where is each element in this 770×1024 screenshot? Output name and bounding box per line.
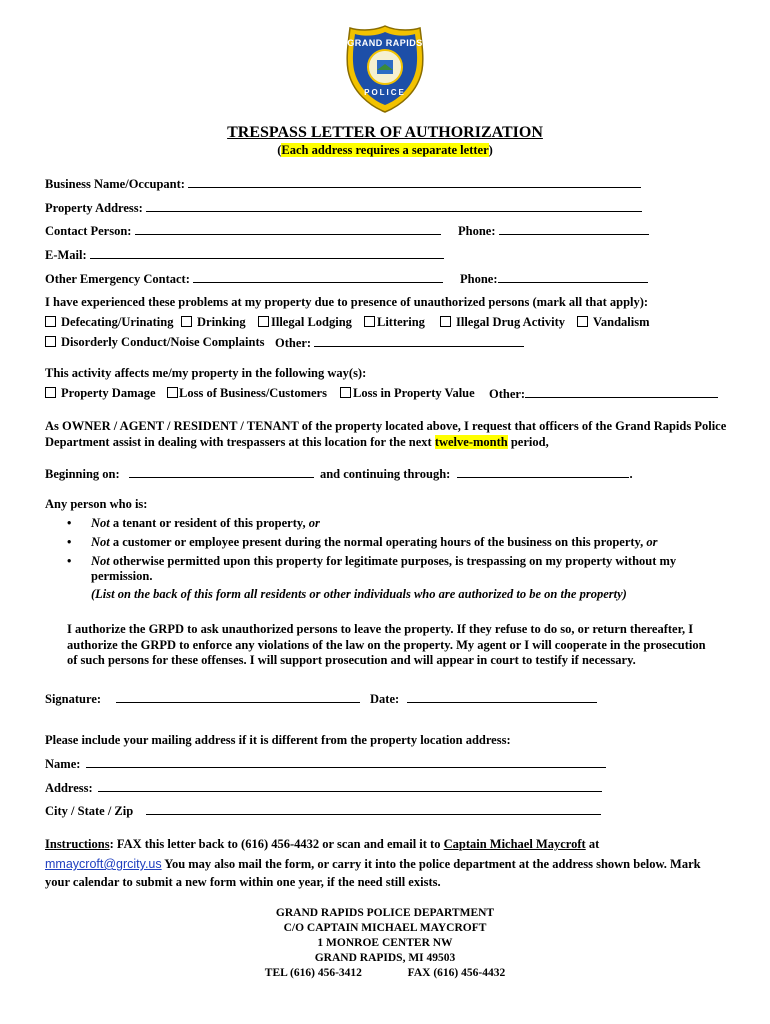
or-em: or — [646, 535, 658, 549]
owner-line-2-text: Department assist in dealing with trespassers at this location for the next — [45, 435, 432, 449]
any-person-label: Any person who is: — [45, 497, 148, 511]
beginning-label: Beginning on: — [45, 467, 120, 481]
problem-label: Disorderly Conduct/Noise Complaints — [61, 335, 265, 349]
problem-option[interactable] — [181, 315, 246, 330]
address-label: Address: — [45, 781, 93, 795]
instructions-line-2 — [45, 857, 701, 872]
footer-fax: FAX (616) 456-4432 — [407, 967, 506, 979]
continuing-label: and continuing through: — [319, 467, 451, 481]
instructions-text-2: You may also mail the form, or carry it into the police department at the address shown below. Mark — [161, 857, 701, 871]
problem-label: Illegal Lodging — [271, 315, 352, 329]
problem-option[interactable] — [440, 315, 565, 330]
list-note: (List on the back of this form all residents or other individuals who are authorized to be on the property) — [91, 587, 627, 601]
date-label: Date: — [370, 692, 400, 706]
problem-label: Defecating/Urinating — [61, 315, 174, 329]
checkbox[interactable] — [440, 316, 451, 327]
phone2-input[interactable] — [498, 271, 648, 283]
bullet-icon: • — [67, 535, 72, 549]
name-label: Name: — [45, 757, 81, 771]
footer-dept: GRAND RAPIDS POLICE DEPARTMENT — [275, 907, 495, 919]
owner-line-2-end: period, — [510, 435, 549, 449]
contact-field — [45, 223, 441, 239]
checkbox[interactable] — [167, 387, 178, 398]
problem-label: Illegal Drug Activity — [456, 315, 566, 329]
signature-input[interactable] — [116, 691, 360, 703]
phone-field — [458, 223, 649, 239]
instructions-at: at — [585, 837, 600, 851]
instructions-line-1 — [45, 837, 599, 852]
list-item — [45, 533, 745, 552]
mailing-name-field — [45, 756, 606, 772]
authorize-line-3a: of such persons for these offenses — [67, 653, 244, 667]
contact-input[interactable] — [135, 223, 441, 235]
problem-other-input[interactable] — [314, 335, 524, 347]
contact-label: Contact Person: — [45, 224, 132, 238]
affect-label: Property Damage — [61, 386, 156, 400]
not-em: Not — [91, 516, 110, 530]
address-input[interactable] — [98, 780, 602, 792]
checkbox[interactable] — [181, 316, 192, 327]
list-item — [45, 552, 745, 584]
badge-bottom-text: POLICE — [364, 88, 406, 97]
property-address-input[interactable] — [146, 200, 642, 212]
page-title: TRESPASS LETTER OF AUTHORIZATION — [227, 124, 543, 141]
signature-label: Signature: — [45, 692, 102, 706]
footer-co: C/O CAPTAIN MICHAEL MAYCROFT — [283, 922, 487, 934]
name-input[interactable] — [86, 756, 606, 768]
business-input[interactable] — [188, 176, 641, 188]
instructions-line-3: your calendar to submit a new form within one year, if the need still exists. — [45, 875, 441, 889]
problem-option[interactable] — [45, 335, 264, 350]
date-field — [370, 691, 597, 707]
other-contact-input[interactable] — [193, 271, 443, 283]
other-label: Other: — [275, 336, 312, 350]
instructions-text: : FAX this letter back to (616) 456-4432 or scan and email it to — [109, 837, 444, 851]
problem-label: Littering — [377, 315, 425, 329]
list-item — [45, 514, 745, 533]
beginning-field: Beginning on: and continuing through: . — [45, 467, 633, 481]
affect-option[interactable] — [167, 386, 327, 401]
problem-option[interactable] — [258, 315, 352, 330]
checkbox[interactable] — [45, 336, 56, 347]
checkbox[interactable] — [340, 387, 351, 398]
affect-option[interactable] — [45, 386, 156, 401]
problem-label: Drinking — [197, 315, 246, 329]
city-label: City / State / Zip — [45, 804, 134, 818]
email-input[interactable] — [90, 247, 444, 259]
continuing-input[interactable] — [457, 466, 629, 478]
affect-other-input[interactable] — [525, 386, 718, 398]
subtitle-text: Each address requires a separate letter — [281, 143, 489, 157]
beginning-input[interactable] — [129, 466, 314, 478]
problems-intro: I have experienced these problems at my property due to presence of unauthorized persons (mark all that apply): — [45, 295, 649, 309]
footer-street: 1 MONROE CENTER NW — [317, 937, 453, 949]
footer-tel: TEL (616) 456-3412 — [264, 967, 362, 979]
mailing-address-field — [45, 780, 602, 796]
city-input[interactable] — [146, 803, 601, 815]
bullet-text-cont: permission. — [91, 569, 153, 583]
bullet-icon: • — [67, 516, 72, 530]
other-contact-label: Other Emergency Contact: — [45, 272, 190, 286]
footer-phone-fax — [0, 966, 770, 981]
bullet-text: a tenant or resident of this property, — [109, 516, 309, 530]
not-em: Not — [91, 554, 110, 568]
checkbox[interactable] — [45, 316, 56, 327]
date-input[interactable] — [407, 691, 597, 703]
police-badge-logo — [344, 24, 426, 114]
instructions-label: Instructions — [45, 837, 110, 851]
affect-option[interactable] — [340, 386, 475, 401]
other-contact-field — [45, 271, 443, 287]
email-field — [45, 247, 444, 263]
authorize-line-1: I authorize the GRPD to ask unauthorized persons to leave the property. If they refuse to do so, or return thereafter, I — [67, 622, 694, 636]
captain-link[interactable]: Captain Michael Maycroft — [443, 837, 586, 851]
phone-input[interactable] — [499, 223, 649, 235]
twelve-month-highlight: twelve-month — [434, 435, 508, 449]
conditions-list — [45, 514, 745, 584]
phone2-label: Phone: — [460, 272, 498, 286]
not-em: Not — [91, 535, 110, 549]
bullet-icon: • — [67, 554, 72, 568]
mailing-intro: Please include your mailing address if it is different from the property location address: — [45, 733, 511, 747]
affects-intro: This activity affects me/my property in the following way(s): — [45, 366, 367, 380]
business-label: Business Name/Occupant: — [45, 177, 185, 191]
problem-label: Vandalism — [593, 315, 650, 329]
phone-label: Phone: — [458, 224, 496, 238]
problem-option[interactable] — [45, 315, 173, 330]
owner-line-1: As OWNER / AGENT / RESIDENT / TENANT of the property located above, I request that officers of the Grand Rapids Police — [45, 419, 727, 433]
owner-line-2 — [45, 435, 549, 450]
affect-label: Loss in Property Value — [353, 386, 475, 400]
bullet-text: a customer or employee present during the normal operating hours of the business on this property, — [109, 535, 647, 549]
property-address-field — [45, 200, 642, 216]
problem-option[interactable] — [577, 315, 650, 330]
problem-option[interactable] — [364, 315, 425, 330]
checkbox[interactable] — [364, 316, 375, 327]
affect-other-label: Other: — [489, 387, 526, 401]
authorize-line-3 — [67, 653, 636, 668]
phone2-field — [460, 271, 648, 287]
email-label: E-Mail: — [45, 248, 87, 262]
email-link[interactable]: mmaycroft@grcity.us — [45, 857, 162, 871]
or-em: or — [308, 516, 320, 530]
checkbox[interactable] — [577, 316, 588, 327]
affect-label: Loss of Business/Customers — [179, 386, 327, 400]
badge-top-text: GRAND RAPIDS — [347, 38, 423, 48]
affect-other-field — [489, 386, 718, 402]
bullet-text: otherwise permitted upon this property for legitimate purposes, is trespassing on my property without my — [109, 554, 677, 568]
checkbox[interactable] — [258, 316, 269, 327]
property-address-label: Property Address: — [45, 201, 143, 215]
problem-other-field — [275, 335, 524, 351]
authorize-line-3b: . I will support prosecution and will appear in court to testify if necessary. — [243, 653, 636, 667]
signature-field — [45, 691, 360, 707]
footer-city: GRAND RAPIDS, MI 49503 — [314, 952, 456, 964]
authorize-line-2: authorize the GRPD to enforce any violations of the law on the property. My agent or I will cooperate in the prosecution — [67, 638, 706, 652]
checkbox[interactable] — [45, 387, 56, 398]
business-field — [45, 176, 641, 192]
city-state-zip-field — [45, 803, 601, 819]
subtitle: (Each address requires a separate letter) — [277, 143, 493, 157]
